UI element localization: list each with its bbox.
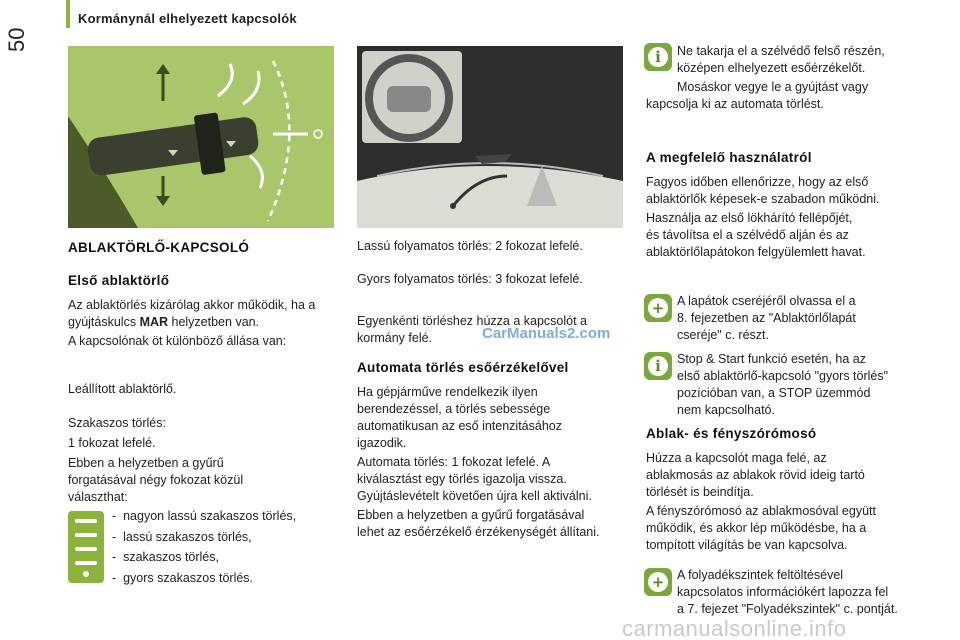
plus-icon: + (644, 294, 672, 322)
light-line-2a: A fényszórómosó az ablakmosóval együtt (646, 504, 876, 518)
info2-line-b: első ablaktörlő-kapcsoló "gyors törlés" (677, 369, 889, 383)
header-accent-bar (66, 0, 70, 28)
page-number: 50 (4, 27, 29, 52)
auto-wipe-heading: Automata törlés esőérzékelővel (357, 360, 569, 375)
info-icon: i (644, 352, 672, 380)
info1-line-b: középen elhelyezett esőérzékelőt. (677, 61, 866, 75)
light-line-2c: tompított világítás be van kapcsolva. (646, 538, 848, 552)
wiper-switch-heading: ABLAKTÖRLŐ-KAPCSOLÓ (68, 240, 250, 255)
info2-line-d: nem kapcsolható. (677, 403, 775, 417)
mid-para-4b: berendezéssel, a törlés sebessége (357, 402, 551, 416)
use-line-1b: ablaktörlők képesek-e szabadon működni. (646, 192, 880, 206)
plus1-line-a: A lapátok cseréjéről olvassa el a (677, 294, 856, 308)
list-item: - gyors szakaszos törlés. (112, 570, 254, 585)
wiper-stalk-illustration (68, 46, 334, 228)
list-icon (68, 511, 104, 583)
mid-para-2: Gyors folyamatos törlés: 3 fokozat lefelé. (357, 272, 583, 286)
mid-para-5c: Gyújtáslevételt követően újra kell aktiválni. (357, 489, 592, 503)
steering-wheel-illustration (357, 46, 623, 228)
mid-para-1: Lassú folyamatos törlés: 2 fokozat lefelé. (357, 239, 583, 253)
info2-line-a: Stop & Start funkció esetén, ha az (677, 352, 867, 366)
left-para-4: Szakaszos törlés: (68, 416, 166, 430)
section-title: Kormánynál elhelyezett kapcsolók (78, 11, 297, 26)
list-item: - lassú szakaszos törlés, (112, 529, 252, 544)
use-line-2b: és távolítsa el a szélvédő alján és az (646, 228, 849, 242)
intermittent-speed-list (112, 508, 296, 590)
mid-para-4a: Ha gépjárműve rendelkezik ilyen (357, 385, 538, 399)
list-item: - nagyon lassú szakaszos törlés, (112, 509, 297, 523)
washer-heading: Ablak- és fényszórómosó (646, 426, 817, 441)
mid-para-4d: igazodik. (357, 436, 407, 450)
plus2-line-c: a 7. fejezet "Folyadékszintek" c. pontját. (677, 602, 898, 616)
light-line-1b: ablakmosás az ablakok rövid ideig tartó (646, 468, 865, 482)
left-para-3: Leállított ablaktörlő. (68, 382, 177, 396)
plus1-line-b: 8. fejezetben az "Ablaktörlőlapát (677, 311, 856, 325)
left-para-8: választhat: (68, 490, 128, 504)
watermark-carmanuals2: CarManuals2.com (482, 325, 611, 342)
left-para-6: Ebben a helyzetben a gyűrű (68, 456, 224, 470)
light-line-1c: törlését is beindítja. (646, 485, 754, 499)
plus2-line-a: A folyadékszintek feltöltésével (677, 568, 844, 582)
info1-line-a: Ne takarja el a szélvédő felső részén, (677, 44, 885, 58)
wiper-stalk-drawing (68, 46, 334, 228)
front-wiper-subheading: Első ablaktörlő (68, 273, 170, 288)
mid-para-6b: lehet az esőérzékelő érzékenységét állítani. (357, 525, 600, 539)
mid-para-3b: kormány felé. (357, 331, 433, 345)
left-para-1a: Az ablaktörlés kizárólag akkor működik, ha a (68, 298, 316, 312)
steering-wheel-drawing (357, 46, 623, 228)
light-line-2b: működik, és akkor lép működésbe, ha a (646, 521, 867, 535)
info2-line-c: pozícióban van, a STOP üzemmód (677, 386, 871, 400)
info-icon: i (644, 43, 672, 71)
proper-use-heading: A megfelelő használatról (646, 150, 812, 165)
mid-para-5b: kiválasztást egy törlés igazolja vissza. (357, 472, 567, 486)
mid-para-3a: Egyenkénti törléshez húzza a kapcsolót a (357, 314, 587, 328)
plus-icon: + (644, 568, 672, 596)
mid-para-6a: Ebben a helyzetben a gyűrű forgatásával (357, 508, 585, 522)
light-line-1a: Húzza a kapcsolót maga felé, az (646, 451, 827, 465)
watermark-carmanualsonline: carmanualsonline.info (622, 616, 847, 640)
use-line-2c: ablaktörlőlapátokon felgyülemlett havat. (646, 245, 866, 259)
info1-line-d: kapcsolja ki az automata törlést. (646, 97, 824, 111)
left-para-1b: gyújtáskulcs MAR helyzetben van. (68, 315, 260, 329)
left-para-5: 1 fokozat lefelé. (68, 436, 156, 450)
use-line-1a: Fagyos időben ellenőrizze, hogy az első (646, 175, 869, 189)
mid-para-5a: Automata törlés: 1 fokozat lefelé. A (357, 455, 551, 469)
plus2-line-b: kapcsolatos információkért lapozza fel (677, 585, 889, 599)
use-line-2a: Használja az első lökhárító fellépőjét, (646, 211, 853, 225)
plus1-line-c: cseréje" c. részt. (677, 328, 769, 342)
list-item: - szakaszos törlés, (112, 550, 219, 564)
mid-para-4c: automatikusan az eső intenzitásához (357, 419, 562, 433)
info1-line-c: Mosáskor vegye le a gyújtást vagy (677, 80, 869, 94)
left-para-2: A kapcsolónak öt különböző állása van: (68, 334, 287, 348)
left-para-7: forgatásával négy fokozat közül (68, 473, 244, 487)
